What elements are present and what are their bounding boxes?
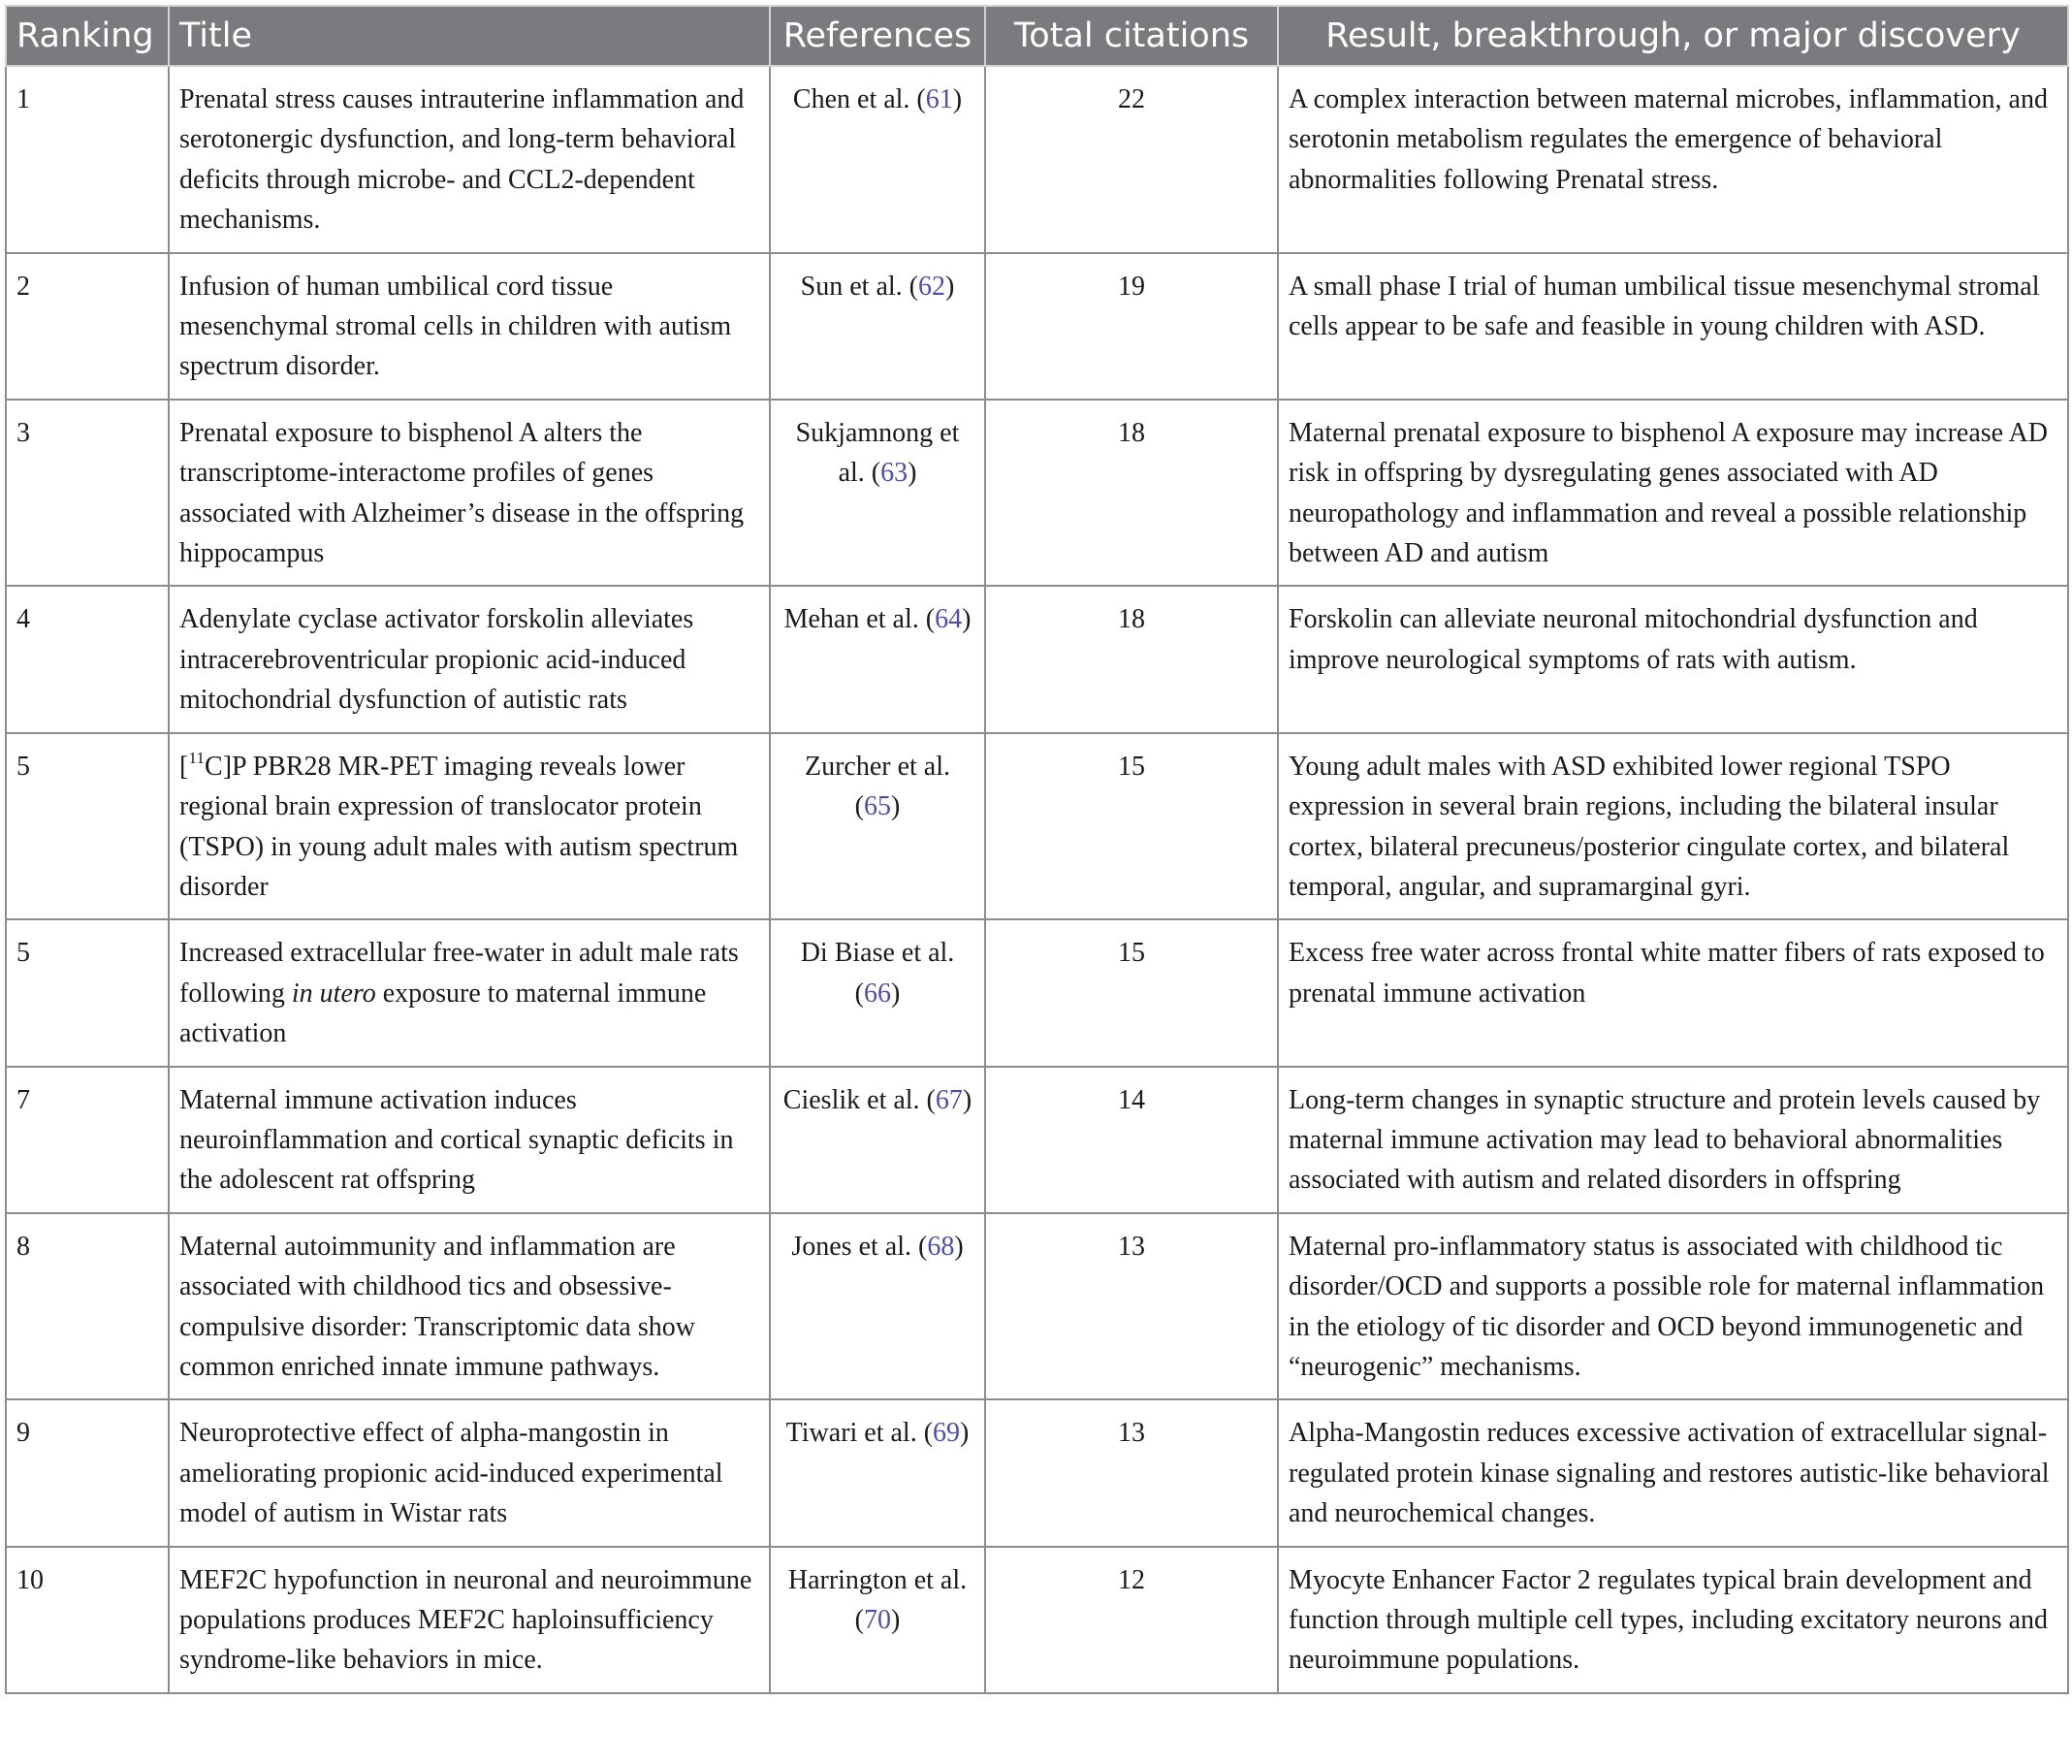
reference-cell xyxy=(770,1399,985,1546)
title-italic: in utero xyxy=(291,978,376,1009)
table-row xyxy=(6,586,2068,732)
rank-cell: 5 xyxy=(6,919,169,1066)
table-row xyxy=(6,253,2068,400)
citations-cell: 18 xyxy=(985,400,1278,587)
reference-cell xyxy=(770,1213,985,1400)
reference-close: ) xyxy=(960,1418,970,1449)
reference-link[interactable]: 65 xyxy=(864,791,891,822)
reference-close: ) xyxy=(908,458,917,489)
reference-link[interactable]: 66 xyxy=(864,978,891,1009)
title-rest: exposure to maternal immune activation xyxy=(179,978,707,1049)
title-cell xyxy=(169,733,770,920)
reference-author: Sukjamnong et al. ( xyxy=(795,417,960,489)
header-row xyxy=(6,6,2068,66)
reference-cell xyxy=(770,1067,985,1213)
result-cell: A small phase I trial of human umbilical tissue mesenchymal stromal cells appear to be safe and feasible in young children with ASD. xyxy=(1278,253,2068,400)
title-cell: Neuroprotective effect of alpha-mangostin in ameliorating propionic acid-induced experimental model of autism in Wistar rats xyxy=(169,1399,770,1546)
reference-cell xyxy=(770,586,985,732)
rank-cell: 9 xyxy=(6,1399,169,1546)
header-references: References xyxy=(770,6,985,66)
citations-cell: 13 xyxy=(985,1399,1278,1546)
reference-author: Tiwari et al. ( xyxy=(785,1418,934,1449)
header-ranking: Ranking xyxy=(6,6,169,66)
title-prefix: Increased extracellular free-water in adult male rats following xyxy=(179,938,739,1009)
rank-cell: 7 xyxy=(6,1067,169,1213)
result-cell: Excess free water across frontal white matter fibers of rats exposed to prenatal immune activation xyxy=(1278,919,2068,1066)
result-cell: Maternal pro-inflammatory status is associated with childhood tic disorder/OCD and supports a possible role for maternal inflammation in the etiology of tic disorder and OCD beyond immunogenetic and “neurogenic” mechanisms. xyxy=(1278,1213,2068,1400)
reference-link[interactable]: 69 xyxy=(933,1418,961,1449)
isotope-superscript: 11 xyxy=(188,748,206,767)
citations-cell: 15 xyxy=(985,919,1278,1066)
table-row xyxy=(6,1067,2068,1213)
reference-cell xyxy=(770,733,985,920)
result-cell: Forskolin can alleviate neuronal mitochondrial dysfunction and improve neurological symptoms of rats with autism. xyxy=(1278,586,2068,732)
table-row xyxy=(6,1547,2068,1693)
rank-cell: 10 xyxy=(6,1547,169,1693)
reference-author: Chen et al. ( xyxy=(792,84,926,114)
reference-cell xyxy=(770,919,985,1066)
title-cell: Adenylate cyclase activator forskolin alleviates intracerebroventricular propionic acid-induced mitochondrial dysfunction of autistic rats xyxy=(169,586,770,732)
reference-close: ) xyxy=(962,604,972,635)
table-row xyxy=(6,733,2068,920)
rank-cell: 4 xyxy=(6,586,169,732)
title-rest: C]P PBR28 MR-PET imaging reveals lower regional brain expression of translocator protein (TSPO) in young adult males with autism spectrum disorder xyxy=(179,751,739,902)
rank-cell: 5 xyxy=(6,733,169,920)
reference-author: Sun et al. ( xyxy=(800,271,918,302)
rank-cell: 3 xyxy=(6,400,169,587)
reference-link[interactable]: 61 xyxy=(925,84,953,114)
citations-table xyxy=(5,5,2069,1694)
reference-author: Harrington et al. ( xyxy=(787,1564,968,1635)
reference-author: Zurcher et al. ( xyxy=(804,751,951,822)
title-prefix: [ xyxy=(179,751,189,782)
reference-cell xyxy=(770,66,985,253)
title-cell: Infusion of human umbilical cord tissue mesenchymal stromal cells in children with autism spectrum disorder. xyxy=(169,253,770,400)
result-cell: Young adult males with ASD exhibited lower regional TSPO expression in several brain regions, including the bilateral insular cortex, bilateral precuneus/posterior cingulate cortex, and bilateral temporal, angular, and supramarginal gyri. xyxy=(1278,733,2068,920)
reference-close: ) xyxy=(954,1231,964,1262)
reference-close: ) xyxy=(891,978,901,1009)
table-row xyxy=(6,66,2068,253)
title-cell xyxy=(169,919,770,1066)
header-title: Title xyxy=(169,6,770,66)
title-cell: Prenatal stress causes intrauterine inflammation and serotonergic dysfunction, and long-term behavioral deficits through microbe- and CCL2-dependent mechanisms. xyxy=(169,66,770,253)
citations-cell: 19 xyxy=(985,253,1278,400)
title-cell: MEF2C hypofunction in neuronal and neuroimmune populations produces MEF2C haploinsufficiency syndrome-like behaviors in mice. xyxy=(169,1547,770,1693)
reference-link[interactable]: 68 xyxy=(927,1231,955,1262)
citations-cell: 15 xyxy=(985,733,1278,920)
reference-close: ) xyxy=(962,1084,972,1115)
title-cell: Maternal immune activation induces neuroinflammation and cortical synaptic deficits in the adolescent rat offspring xyxy=(169,1067,770,1213)
table-row xyxy=(6,400,2068,587)
reference-close: ) xyxy=(944,271,955,302)
result-cell: Alpha-Mangostin reduces excessive activation of extracellular signal-regulated protein kinase signaling and restores autistic-like behavioral and neurochemical changes. xyxy=(1278,1399,2068,1546)
table-row xyxy=(6,1399,2068,1546)
reference-link[interactable]: 64 xyxy=(935,604,963,635)
result-cell: Long-term changes in synaptic structure and protein levels caused by maternal immune activation may lead to behavioral abnormalities associated with autism and related disorders in offspring xyxy=(1278,1067,2068,1213)
reference-author: Jones et al. ( xyxy=(791,1231,928,1262)
citations-cell: 14 xyxy=(985,1067,1278,1213)
citations-cell: 22 xyxy=(985,66,1278,253)
reference-close: ) xyxy=(952,84,963,114)
reference-link[interactable]: 67 xyxy=(935,1084,963,1115)
reference-close: ) xyxy=(891,791,901,822)
reference-link[interactable]: 63 xyxy=(880,458,908,489)
citations-cell: 13 xyxy=(985,1213,1278,1400)
rank-cell: 1 xyxy=(6,66,169,253)
result-cell: A complex interaction between maternal microbes, inflammation, and serotonin metabolism regulates the emergence of behavioral abnormalities following Prenatal stress. xyxy=(1278,66,2068,253)
reference-author: Mehan et al. ( xyxy=(783,604,936,635)
reference-cell xyxy=(770,1547,985,1693)
reference-author: Cieslik et al. ( xyxy=(782,1084,936,1115)
reference-cell xyxy=(770,400,985,587)
header-total-citations: Total citations xyxy=(985,6,1278,66)
rank-cell: 8 xyxy=(6,1213,169,1400)
rank-cell: 2 xyxy=(6,253,169,400)
header-result: Result, breakthrough, or major discovery xyxy=(1278,6,2068,66)
title-cell: Prenatal exposure to bisphenol A alters the transcriptome-interactome profiles of genes associated with Alzheimer’s disease in the offspring hippocampus xyxy=(169,400,770,587)
table-row xyxy=(6,1213,2068,1400)
citations-cell: 12 xyxy=(985,1547,1278,1693)
table-row xyxy=(6,919,2068,1066)
result-cell: Myocyte Enhancer Factor 2 regulates typical brain development and function through multiple cell types, including excitatory neurons and neuroimmune populations. xyxy=(1278,1547,2068,1693)
reference-link[interactable]: 70 xyxy=(864,1605,891,1635)
title-cell: Maternal autoimmunity and inflammation are associated with childhood tics and obsessive-compulsive disorder: Transcriptomic data show common enriched innate immune pathways. xyxy=(169,1213,770,1400)
result-cell: Maternal prenatal exposure to bisphenol A exposure may increase AD risk in offspring by dysregulating genes associated with AD neuropathology and inflammation and reveal a possible relationship between AD and autism xyxy=(1278,400,2068,587)
citations-cell: 18 xyxy=(985,586,1278,732)
reference-link[interactable]: 62 xyxy=(917,271,945,302)
reference-author: Di Biase et al. ( xyxy=(800,938,955,1009)
reference-close: ) xyxy=(891,1605,901,1635)
reference-cell xyxy=(770,253,985,400)
